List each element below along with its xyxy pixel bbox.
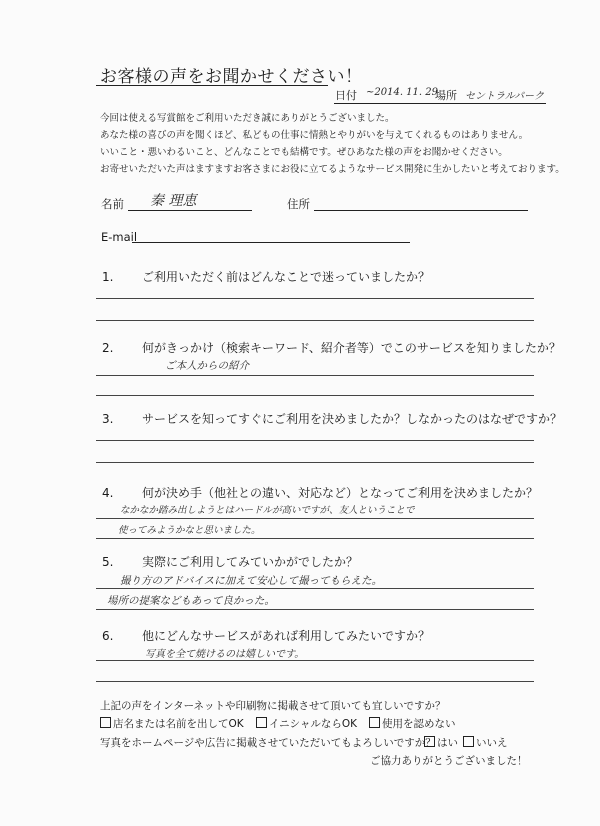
question-number: 1. <box>102 270 114 284</box>
answer-line <box>96 395 534 396</box>
intro-line: いいこと・悪いわるいこと、どんなことでも結構です。ぜひあなた様の声をお聞かせください。 <box>100 147 508 158</box>
address-field-line <box>314 210 528 211</box>
answer-line <box>96 375 534 376</box>
checkbox[interactable] <box>424 736 435 747</box>
date-underline <box>334 103 546 104</box>
question-text: 実際にご利用してみていかがでしたか？ <box>142 555 359 569</box>
answer-line <box>96 320 534 321</box>
question-5 <box>102 553 358 570</box>
date-value: ~2014. 11. 29 <box>366 87 438 98</box>
page-title: お客様の声をお聞かせください！ <box>100 67 363 87</box>
date-label: 日付 <box>335 89 357 102</box>
address-label: 住所 <box>287 197 310 211</box>
question-number: 6. <box>102 629 114 643</box>
place-label: 場所 <box>435 89 457 102</box>
consent-option-initial[interactable] <box>256 716 357 731</box>
answer-line <box>96 440 534 441</box>
question-1 <box>102 268 430 285</box>
answer-text: 使ってみようかなと思いました。 <box>118 525 261 536</box>
title-underline <box>96 85 328 86</box>
consent-question: 上記の声をインターネットや印刷物に掲載させて頂いても宜しいですか？ <box>100 700 446 712</box>
answer-text: 撮り方のアドバイスに加えて安心して撮ってもらえた。 <box>120 575 383 587</box>
checkbox[interactable] <box>100 717 111 728</box>
answer-line <box>96 681 534 682</box>
question-text: 他にどんなサービスがあれば利用してみたいですか？ <box>142 629 431 643</box>
name-field-line <box>128 210 252 211</box>
name-label: 名前 <box>101 197 124 211</box>
photo-question: 写真をホームページや広告に掲載させていただいてもよろしいですか？ <box>100 737 436 749</box>
photo-option-no[interactable] <box>463 735 508 750</box>
answer-text: ご本人からの紹介 <box>165 360 249 372</box>
question-4 <box>102 484 538 501</box>
answer-line <box>96 588 534 589</box>
question-number: 4. <box>102 486 114 500</box>
question-text: サービスを知ってすぐにご利用を決めましたか？しなかったのはなぜですか？ <box>142 412 563 426</box>
checkbox[interactable] <box>463 736 474 747</box>
answer-text: 写真を全て焼けるのは嬉しいです。 <box>145 649 305 660</box>
answer-line <box>96 538 534 539</box>
question-3 <box>102 410 562 427</box>
question-number: 3. <box>102 412 114 426</box>
place-value: セントラルパーク <box>465 91 544 102</box>
intro-line: お寄せいただいた声はますますお客さまにお役に立てるようなサービス開発に生かしたいと考えております。 <box>100 164 565 175</box>
option-label: 使用を認めない <box>382 718 456 730</box>
answer-line <box>96 462 534 463</box>
option-label: 店名または名前を出してOK <box>113 718 244 730</box>
answer-text: 場所の提案などもあって良かった。 <box>107 595 275 607</box>
question-text: ご利用いただく前はどんなことで迷っていましたか？ <box>142 270 431 284</box>
answer-line <box>96 609 534 610</box>
name-value: 秦 理恵 <box>150 193 197 209</box>
option-label: いいえ <box>476 737 508 749</box>
answer-line <box>96 518 534 519</box>
thanks-text: ご協力ありがとうございました！ <box>370 755 528 767</box>
intro-line: 今回は使える写賞館をご利用いただき誠にありがとうございました。 <box>100 113 395 124</box>
email-field-line <box>132 242 410 243</box>
question-2 <box>102 339 561 356</box>
answer-text: なかなか踏み出しようとはハードルが高いですが、友人ということで <box>120 505 415 516</box>
checkbox[interactable] <box>256 717 267 728</box>
consent-option-decline[interactable] <box>369 716 456 731</box>
question-number: 2. <box>102 341 114 355</box>
option-label: はい <box>437 737 458 749</box>
question-text: 何がきっかけ（検索キーワード、紹介者等）でこのサービスを知りましたか？ <box>142 341 561 355</box>
photo-option-yes[interactable] <box>424 735 458 750</box>
consent-option-name[interactable] <box>100 716 244 731</box>
question-6 <box>102 627 430 644</box>
question-text: 何が決め手（他社との違い、対応など）となってご利用を決めましたか？ <box>142 486 539 500</box>
email-label: E-mail <box>101 230 138 244</box>
checkbox[interactable] <box>369 717 380 728</box>
question-number: 5. <box>102 555 114 569</box>
answer-line <box>96 298 534 299</box>
answer-line <box>96 660 534 661</box>
option-label: イニシャルならOK <box>269 718 358 730</box>
intro-line: あなた様の喜びの声を聞くほど、私どもの仕事に情熱とやりがいを与えてくれるものはありません。 <box>100 130 529 141</box>
